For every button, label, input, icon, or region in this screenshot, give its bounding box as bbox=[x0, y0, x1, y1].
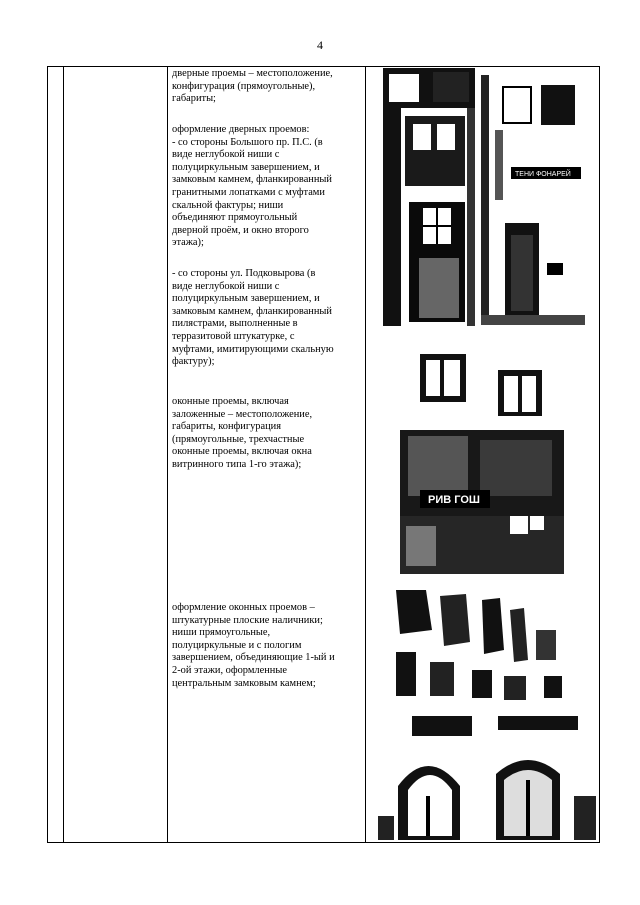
text-line: замковым камнем, фланкированный bbox=[172, 305, 332, 317]
facade-door-photo-2 bbox=[481, 75, 585, 325]
text-line: скальной фактуры; ниши bbox=[172, 199, 284, 211]
sign-text: РИВ ГОШ bbox=[428, 494, 480, 506]
paragraph-door-design bbox=[172, 124, 360, 250]
facade-door-photo-1 bbox=[383, 68, 475, 326]
text-line: объединяют прямоугольный bbox=[172, 212, 298, 224]
text-line: оформление дверных проемов: bbox=[172, 124, 310, 135]
text-line: виде неглубокой ниши с bbox=[172, 280, 280, 292]
text-line: гранитными лопатками с муфтами bbox=[172, 186, 325, 198]
text-line: - со стороны Большого пр. П.С. (в bbox=[172, 136, 323, 148]
text-line: фактуру); bbox=[172, 356, 215, 368]
page-number: 4 bbox=[317, 38, 323, 52]
text-line: - со стороны ул. Подковырова (в bbox=[172, 268, 316, 279]
text-line: полуциркульным завершением, и bbox=[172, 161, 320, 173]
text-line: конфигурация (прямоугольные), bbox=[172, 80, 316, 92]
text-line: габариты, конфигурация bbox=[172, 421, 281, 433]
text-line: (прямоугольные, трехчастные bbox=[172, 433, 305, 445]
text-line: замковым камнем, фланкированный bbox=[172, 174, 332, 186]
text-line: полуциркульным завершением, и bbox=[172, 293, 320, 305]
text-line: муфтами, имитирующими скальную bbox=[172, 343, 334, 355]
table-column-line bbox=[63, 66, 64, 843]
text-line: оформление оконных проемов – bbox=[172, 602, 315, 613]
paragraph-podkovyrova-side bbox=[172, 268, 360, 369]
paragraph-door-openings bbox=[172, 68, 360, 106]
text-line: терразитовой штукатурке, с bbox=[172, 330, 295, 342]
text-line: этажа); bbox=[172, 237, 204, 249]
text-line: завершением, объединяющие 1-ый и bbox=[172, 652, 335, 664]
storefront-photo bbox=[400, 340, 564, 574]
text-line: дверной проём, и окно второго bbox=[172, 224, 309, 236]
arched-windows-photo bbox=[378, 716, 596, 840]
text-line: пилястрами, выполненные в bbox=[172, 318, 298, 330]
text-line: 2-ой этажи, оформленные bbox=[172, 664, 287, 676]
text-line: ниши прямоугольные, bbox=[172, 627, 271, 639]
paragraph-window-design bbox=[172, 602, 360, 690]
text-line: заложенные – местоположение, bbox=[172, 408, 313, 420]
text-line: оконные проемы, включая bbox=[172, 396, 289, 407]
text-line: виде неглубокой ниши с bbox=[172, 149, 280, 161]
text-line: оконные проемы, включая окна bbox=[172, 446, 312, 458]
text-line: габариты; bbox=[172, 93, 216, 105]
sign-text: ТЕНИ ФОНАРЕЙ bbox=[515, 171, 571, 178]
text-line: полуциркульные и с пологим bbox=[172, 639, 302, 651]
text-line: штукатурные плоские наличники; bbox=[172, 614, 323, 626]
text-line: дверные проемы – местоположение, bbox=[172, 68, 333, 79]
text-line: центральным замковым камнем; bbox=[172, 677, 316, 689]
paragraph-window-openings bbox=[172, 396, 360, 472]
window-frames-photo bbox=[396, 590, 572, 704]
text-line: витринного типа 1-го этажа); bbox=[172, 458, 302, 470]
table-column-line bbox=[167, 66, 168, 843]
table-column-line bbox=[365, 66, 366, 843]
